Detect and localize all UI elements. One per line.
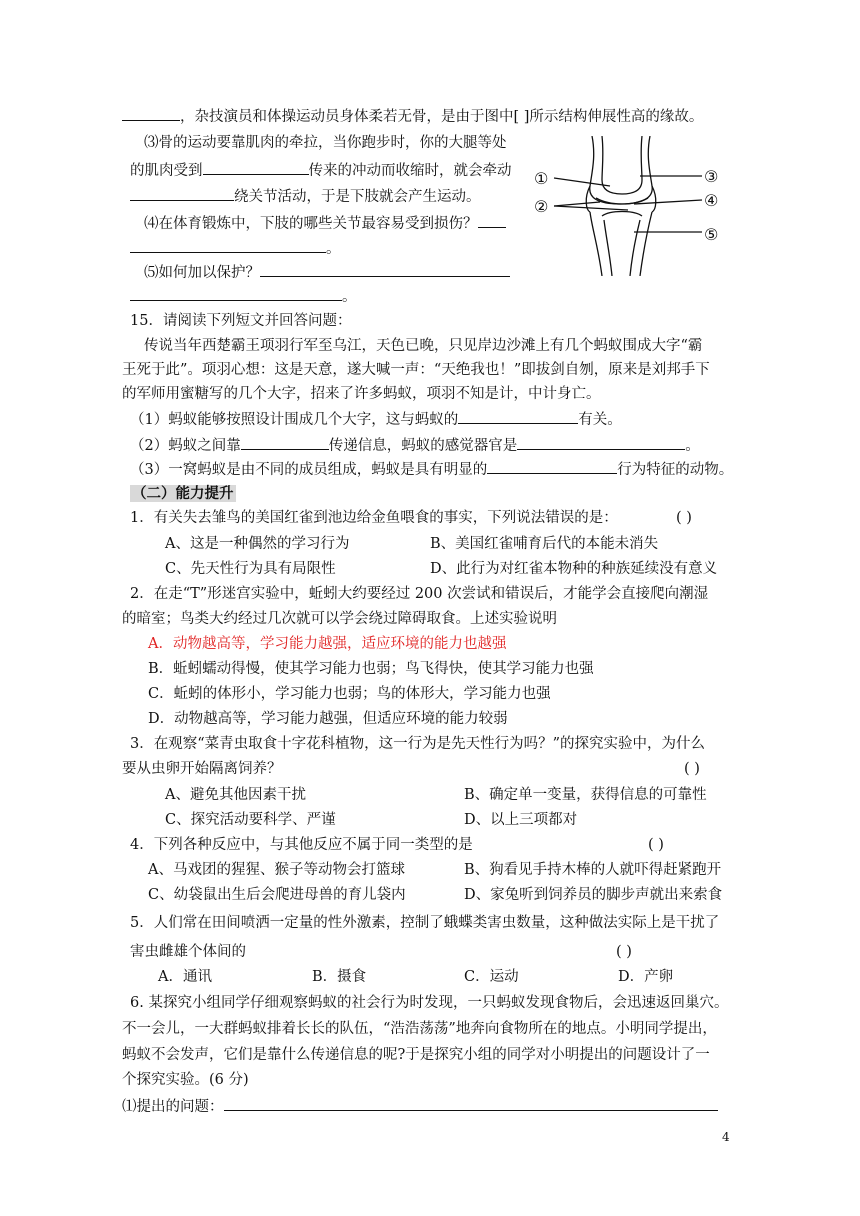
lower-bone-outline <box>590 212 602 276</box>
q14-sub5-line2: 。 <box>130 286 357 307</box>
answer-paren: ( ) <box>684 761 700 777</box>
q5-option-a: A．通讯 <box>158 969 212 985</box>
q14-sub3-line2: 的肌肉受到 传来的冲动而收缩时，就会牵动 <box>130 160 512 181</box>
question-1: 1．有关失去雏鸟的美国红雀到池边给金鱼喂食的事实，下列说法错误的是： <box>130 510 618 526</box>
label-1: ① <box>534 169 549 188</box>
q3-option-d: D、以上三项都对 <box>464 812 578 828</box>
q2-option-b: B．蚯蚓蠕动得慢，使其学习能力也弱；鸟飞得快，使其学习能力也强 <box>148 661 594 677</box>
q2-option-d: D．动物越高等，学习能力越强，但适应环境的能力较弱 <box>148 711 508 727</box>
q14-sub4-line1: ⑷在体育锻炼中，下肢的哪些关节最容易受到损伤？ <box>144 213 506 234</box>
answer-blank <box>458 409 578 424</box>
q2-option-a-answer: A．动物越高等，学习能力越强，适应环境的能力也越强 <box>148 636 507 652</box>
q4-option-c: C、幼袋鼠出生后会爬进母兽的育儿袋内 <box>148 887 406 903</box>
answer-blank <box>130 286 342 301</box>
question-6-line2: 不一会儿，一大群蚂蚁排着长长的队伍，“浩浩荡荡”地奔向食物所在的地点。小明同学提出， <box>122 1021 717 1037</box>
q1-option-d: D、此行为对红雀本物种的种族延续没有意义 <box>430 561 718 577</box>
answer-blank <box>241 435 329 450</box>
q5-option-b: B．摄食 <box>312 969 367 985</box>
question-3-line1: 3．在观察“菜青虫取食十字花科植物，这一行为是先天性行为吗？”的探究实验中，为什么 <box>130 736 706 752</box>
answer-blank <box>122 106 180 121</box>
q15-sub3: （3）一窝蚂蚁是由不同的成员组成，蚂蚁是具有明显的 行为特征的动物。 <box>130 459 733 480</box>
q15-passage-line3: 的军师用蜜糖写的几个大字，招来了许多蚂蚁，项羽不知是计，中计身亡。 <box>122 386 601 402</box>
q2-option-c: C．蚯蚓的体形小，学习能力也弱；鸟的体形大，学习能力也强 <box>148 686 551 702</box>
q3-option-c: C、探究活动要科学、严谨 <box>165 812 336 828</box>
question-6-sub1: ⑴提出的问题： <box>122 1096 718 1117</box>
question-3-line2: 要从虫卵开始隔离饲养？ <box>122 761 282 777</box>
question-6-line3: 蚂蚁不会发声，它们是靠什么传递信息的呢?于是探究小组的同学对小明提出的问题设计了一 <box>122 1047 710 1063</box>
answer-paren: ( ) <box>616 944 632 960</box>
q15-title: 15．请阅读下列短文并回答问题： <box>130 313 352 329</box>
q14-sub4-line2: 。 <box>130 238 341 259</box>
q5-option-c: C．运动 <box>464 969 519 985</box>
q1-option-a: A、这是一种偶然的学习行为 <box>165 536 350 552</box>
q4-option-a: A、马戏团的猩猩、猴子等动物会打篮球 <box>148 862 405 878</box>
question-6-line1: 6. 某探究小组同学仔细观察蚂蚁的社会行为时发现，一只蚂蚁发现食物后，会迅速返回巢穴。 <box>130 995 729 1011</box>
question-2-line1: 2．在走“T”形迷宫实验中，蚯蚓大约要经过 200 次尝试和错误后，才能学会直接爬向潮湿 <box>130 586 709 602</box>
label-4: ④ <box>704 191 719 210</box>
question-5-line1: 5．人们常在田间喷洒一定量的性外激素，控制了蛾蝶类害虫数量，这种做法实际上是干扰了 <box>130 915 720 931</box>
answer-blank <box>224 1096 718 1111</box>
answer-paren: ( ) <box>676 510 692 526</box>
q15-passage-line1: 传说当年西楚霸王项羽行军至乌江，天色已晚，只见岸边沙滩上有几个蚂蚁围成大字“霸 <box>144 338 703 354</box>
q14-line-2: ，杂技演员和体操运动员身体柔若无骨，是由于图中[ ]所示结构伸展性高的缘故。 <box>122 106 703 127</box>
answer-blank <box>203 160 309 175</box>
answer-blank <box>487 459 617 474</box>
label-2: ② <box>534 197 549 216</box>
q4-option-d: D、家兔听到饲养员的脚步声就出来索食 <box>464 887 723 903</box>
q3-option-b: B、确定单一变量，获得信息的可靠性 <box>464 787 707 803</box>
answer-blank <box>130 186 234 201</box>
q1-option-c: C、先天性行为具有局限性 <box>165 561 336 577</box>
q1-option-b: B、美国红雀哺育后代的本能未消失 <box>430 536 659 552</box>
answer-blank <box>260 262 510 277</box>
label-5: ⑤ <box>704 225 719 244</box>
section-heading: （二）能力提升 <box>132 485 234 502</box>
q4-option-b: B、狗看见手持木棒的人就吓得赶紧跑开 <box>464 862 722 878</box>
answer-blank <box>130 238 326 253</box>
q14-sub3-line1: ⑶骨的运动要靠肌肉的牵拉，当你跑步时，你的大腿等处 <box>144 135 507 151</box>
label-3: ③ <box>704 167 719 186</box>
q14-sub5-line1: ⑸如何加以保护？ <box>144 262 510 283</box>
q15-sub2: （2）蚂蚁之间靠 传递信息，蚂蚁的感觉器官是 。 <box>130 435 700 456</box>
question-5-line2: 害虫雌雄个体间的 <box>130 944 246 960</box>
answer-blank <box>478 213 506 228</box>
q14-sub3-line3: 绕关节活动，于是下肢就会产生运动。 <box>130 186 481 207</box>
answer-blank <box>517 435 685 450</box>
question-2-line2: 的暗室；鸟类大约经过几次就可以学会绕过障碍取食。上述实验说明 <box>122 611 557 627</box>
question-6-line4: 个探究实验。(6 分) <box>122 1072 249 1088</box>
knee-joint-diagram <box>530 136 740 276</box>
page-number: 4 <box>722 1130 730 1144</box>
q15-passage-line2: 王死于此”。项羽心想：这是天意，遂大喊一声：“天绝我也！”即拔剑自刎，原来是刘邦手下 <box>122 362 710 378</box>
answer-paren: ( ) <box>648 837 664 853</box>
q3-option-a: A、避免其他因素干扰 <box>165 787 306 803</box>
q15-sub1: （1）蚂蚁能够按照设计围成几个大字，这与蚂蚁的 有关。 <box>130 409 622 430</box>
q5-option-d: D．产卵 <box>618 969 674 985</box>
question-4: 4．下列各种反应中，与其他反应不属于同一类型的是 <box>130 837 473 853</box>
